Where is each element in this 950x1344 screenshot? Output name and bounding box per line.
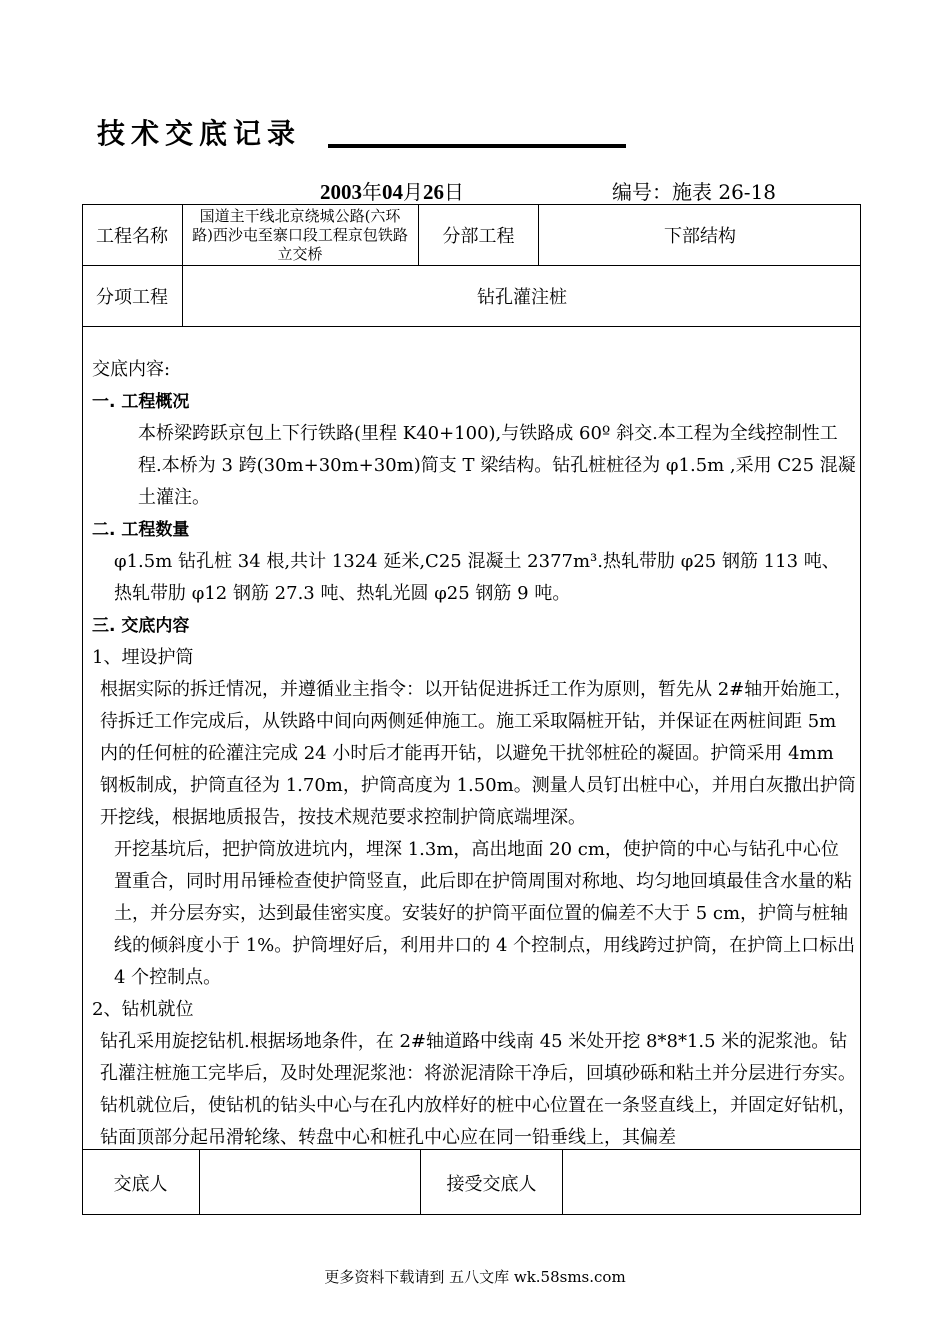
paragraph: 开挖基坑后，把护筒放进坑内，埋深 1.3m，高出地面 20 cm，使护筒的中心与钻孔中心位置重合，同时用吊锤检查使护筒竖直，此后即在护筒周围对称地、均匀地回填最佳含水量的粘土，并分层夯实，达到最佳密实度。安装好的护筒平面位置的偏差不大于 5 cm，护筒与桩轴线的倾斜度小于 1%。护筒埋好后，利用井口的 4 个控制点，用线跨过护筒，在护筒上口标出 4 个控制点。	[114, 839, 856, 988]
document-code: 编号：施表 26-18	[612, 180, 777, 204]
date-month: 04	[382, 180, 403, 204]
section-text: 本桥梁跨跃京包上下行铁路(里程 K40+100),与铁路成 60º 斜交.本工程为全线控制性工程.本桥为 3 跨(30m+30m+30m)简支 T 梁结构。钻孔桩桩径为 φ1.5m ,采用 C25 混凝土灌注。	[138, 423, 856, 508]
project-name-label: 工程名称	[96, 226, 168, 247]
receiver-signature	[563, 1150, 861, 1215]
section-heading: 三. 交底内容	[92, 616, 190, 636]
title-underline	[328, 144, 626, 148]
content-intro: 交底内容:	[92, 359, 171, 380]
section-text: φ1.5m 钻孔桩 34 根,共计 1324 延米,C25 混凝土 2377m³.热轧带肋 φ25 钢筋 113 吨、热轧带肋 φ12 钢筋 27.3 吨、热轧光圆 φ25 钢筋 9 吨。	[114, 551, 840, 604]
footer-text: 更多资料下载请到 五八文库 wk.58sms.com	[324, 1268, 626, 1286]
subsection-heading: 1、埋设护筒	[92, 647, 194, 668]
discloser-label: 交底人	[113, 1173, 168, 1195]
paragraph: 根据实际的拆迁情况，并遵循业主指令：以开钻促进拆迁工作为原则，暂先从 2#轴开始施工，待拆迁工作完成后，从铁路中间向两侧延伸施工。施工采取隔桩开钻，并保证在两桩间距 5m 内的任何桩的砼灌注完成 24 小时后才能再开钻，以避免干扰邻桩砼的凝固。护筒采用 4mm 钢板制成，护筒直径为 1.70m，护筒高度为 1.50m。测量人员钉出桩中心，并用白灰撒出护筒开挖线，根据地质报告，按技术规范要求控制护筒底端埋深。	[100, 679, 856, 828]
date-day: 26	[423, 180, 444, 204]
division-value: 下部结构	[664, 226, 736, 247]
discloser-signature	[200, 1150, 420, 1215]
date-day-unit: 日	[444, 180, 464, 204]
disclosure-content	[92, 354, 856, 1154]
paragraph: 钻孔采用旋挖钻机.根据场地条件，在 2#轴道路中线南 45 米处开挖 8*8*1.5 米的泥浆池。钻孔灌注桩施工完毕后，及时处理泥浆池：将淤泥清除干净后，回填砂砾和粘土并分层进行夯实。钻机就位后，使钻机的钻头中心与在孔内放样好的桩中心位置在一条竖直线上，并固定好钻机，钻面顶部分起吊滑轮缘、转盘中心和桩孔中心应在同一铅垂线上，其偏差	[100, 1031, 856, 1148]
page-title: 技术交底记录	[97, 117, 302, 150]
receiver-label: 接受交底人	[446, 1173, 537, 1195]
date-month-unit: 月	[403, 180, 423, 204]
subitem-label: 分项工程	[96, 287, 168, 308]
date-line	[320, 176, 464, 205]
section-heading: 二. 工程数量	[92, 520, 190, 540]
row-divider	[82, 326, 861, 327]
date-year: 2003	[320, 180, 362, 204]
subsection-heading: 2、钻机就位	[92, 999, 194, 1020]
project-name-value: 国道主干线北京绕城公路(六环路)西沙屯至寨口段工程京包铁路立交桥	[192, 206, 408, 263]
section-heading: 一. 工程概况	[92, 392, 190, 412]
subitem-value: 钻孔灌注桩	[477, 287, 567, 308]
division-label: 分部工程	[442, 226, 515, 247]
date-year-unit: 年	[362, 180, 382, 204]
